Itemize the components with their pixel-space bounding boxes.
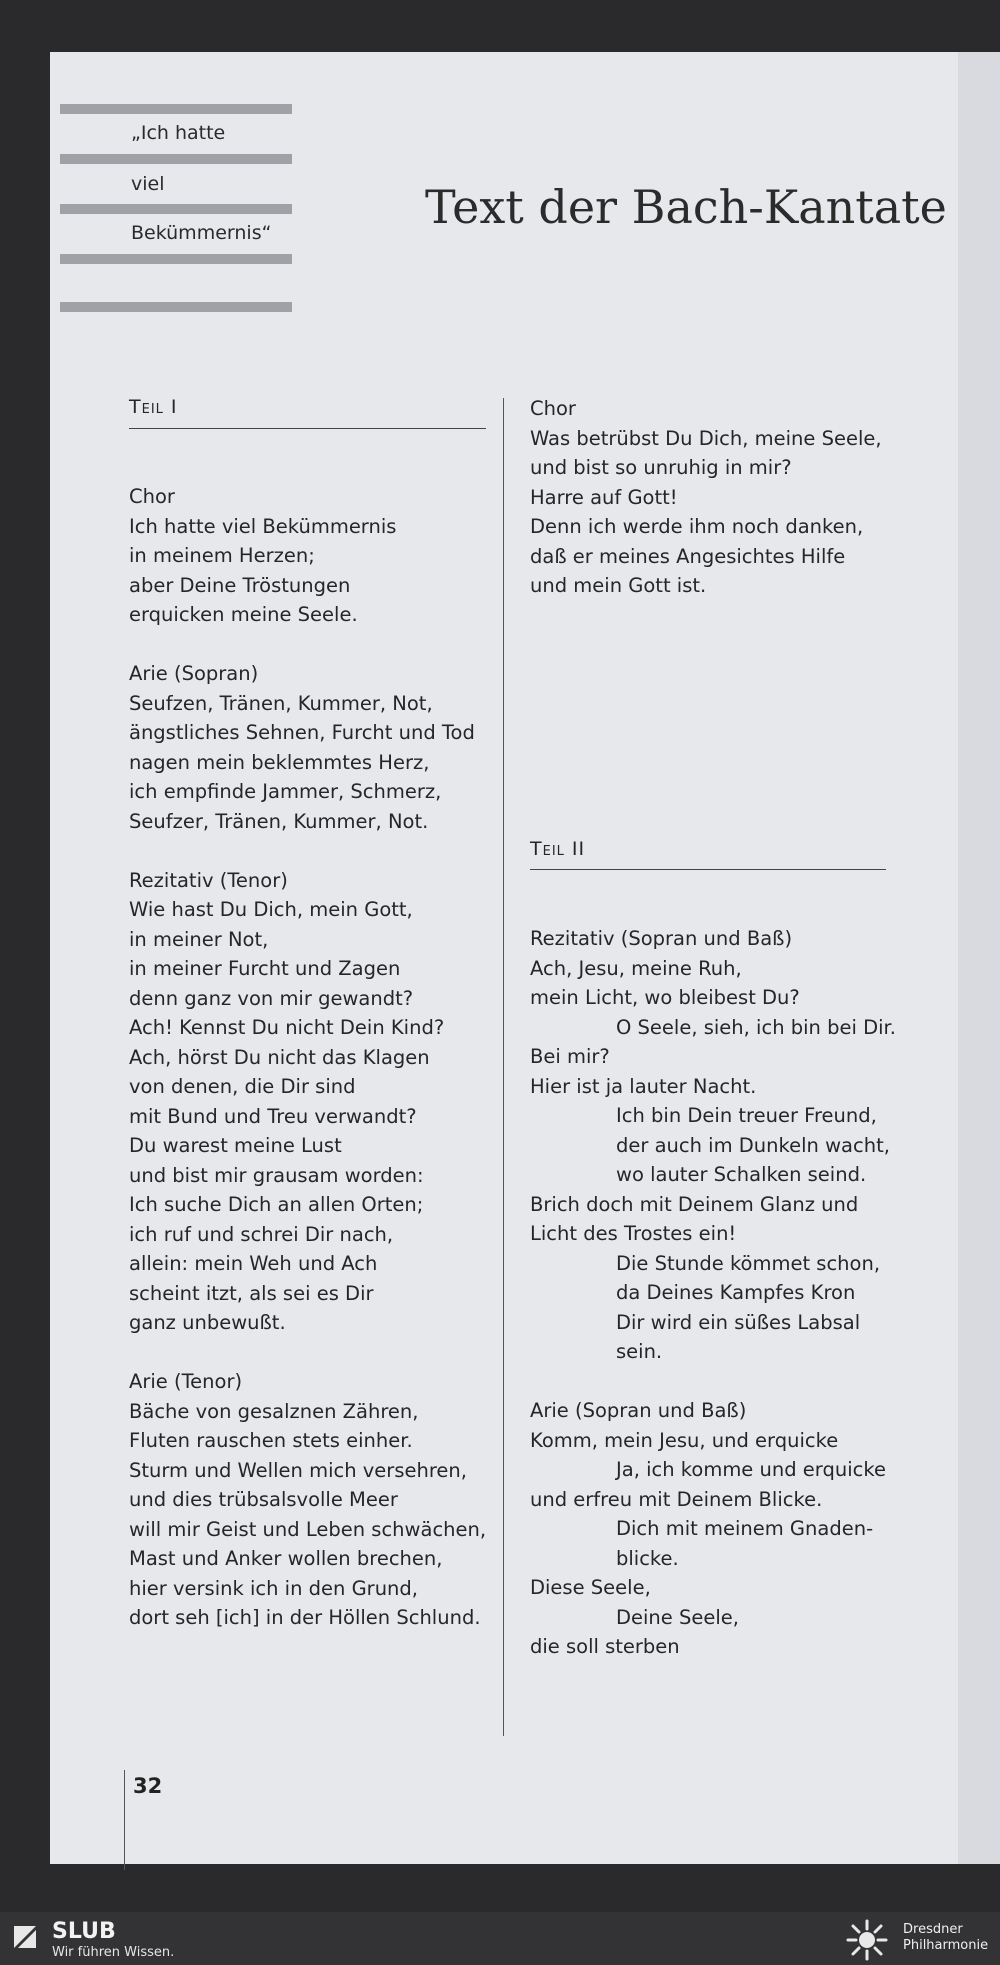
right-column [530, 924, 930, 1662]
section-heading-label: Chor [129, 485, 175, 508]
sidebar-bar [60, 104, 292, 114]
verse-line: Die Stunde kömmet schon, [616, 1251, 881, 1275]
section-heading-label: Chor [530, 397, 576, 420]
verse-line: Ja, ich komme und erquicke [616, 1458, 886, 1481]
text-section [530, 924, 930, 1367]
library-name: SLUB [52, 1919, 116, 1944]
verse-line: dort seh [ich] in der Höllen Schlund. [129, 1606, 481, 1629]
verse-line: Mast und Anker wollen brechen, [129, 1547, 443, 1570]
verse-line: Harre auf Gott! [530, 485, 678, 509]
verse-line: ich ruf und schrei Dir nach, [129, 1222, 394, 1246]
section-heading-voice: (Tenor) [213, 868, 288, 892]
verse-line: Deine Seele, [616, 1605, 739, 1629]
part-heading-right: Teil II [530, 838, 586, 860]
verse-line: Brich doch mit Deinem Glanz und [530, 1192, 859, 1216]
section-heading-voice: (Sopran) [167, 662, 259, 685]
verse-line: Hier ist ja lauter Nacht. [530, 1074, 757, 1098]
verse-line: Seufzer, Tränen, Kummer, Not. [129, 809, 429, 833]
verse-line: daß er meines Angesichtes Hilfe [530, 544, 846, 568]
page-title: Text der Bach-Kantate [425, 180, 947, 234]
section-heading-label: Arie [530, 1399, 569, 1422]
verse-line: ganz unbewußt. [129, 1311, 286, 1334]
section-heading-label: Rezitativ [530, 927, 615, 950]
part-heading-rule [530, 869, 886, 870]
slub-logo-icon [12, 1924, 38, 1950]
verse-line: in meinem Herzen; [129, 544, 315, 567]
verse-line: wo lauter Schalken seind. [616, 1163, 867, 1186]
sunburst-logo-icon [842, 1917, 892, 1963]
verse-line: Ich hatte viel Bekümmernis [129, 514, 397, 538]
section-heading [530, 924, 930, 954]
verse-line: und bist mir grausam worden: [129, 1163, 424, 1187]
text-section [129, 482, 499, 630]
verse-line: Bäche von gesalznen Zähren, [129, 1399, 419, 1423]
verse-line: und mein Gott ist. [530, 574, 707, 597]
section-heading [129, 866, 499, 896]
verse-line: Wie hast Du Dich, mein Gott, [129, 898, 413, 921]
text-section [129, 659, 499, 836]
verse-line: Denn ich werde ihm noch danken, [530, 515, 864, 538]
section-heading [530, 394, 930, 424]
sidebar-bar [60, 254, 292, 264]
verse-line: und erfreu mit Deinem Blicke. [530, 1487, 823, 1511]
verse-line: der auch im Dunkeln wacht, [616, 1133, 890, 1157]
partner-name-line: Dresdner [903, 1922, 963, 1937]
section-heading-voice: (Sopran und Baß) [614, 927, 793, 950]
sidebar-bar [60, 154, 292, 164]
partner-name-line: Philharmonie [903, 1938, 989, 1953]
sidebar-bar [60, 302, 292, 312]
text-section [129, 1367, 499, 1633]
verse-line: sein. [616, 1340, 663, 1363]
column-divider [503, 398, 504, 1736]
verse-line: allein: mein Weh und Ach [129, 1252, 378, 1275]
verse-line: denn ganz von mir gewandt? [129, 986, 414, 1010]
verse-line: von denen, die Dir sind [129, 1075, 356, 1098]
section-heading [530, 1396, 930, 1426]
section-heading [129, 1367, 499, 1397]
verse-line: Fluten rauschen stets einher. [129, 1429, 413, 1452]
section-heading-label: Arie [129, 1370, 168, 1393]
verse-line: die soll sterben [530, 1635, 680, 1658]
section-heading [129, 482, 499, 512]
verse-line: O Seele, sieh, ich bin bei Dir. [616, 1015, 896, 1039]
verse-line: Bei mir? [530, 1045, 610, 1068]
part-heading-rule [129, 428, 486, 429]
section-heading [129, 659, 499, 689]
section-heading-label: Rezitativ [129, 868, 214, 892]
page-number-rule [124, 1770, 125, 1870]
verse-line: Licht des Trostes ein! [530, 1222, 737, 1245]
sidebar-bar [60, 204, 292, 214]
verse-line: Du warest meine Lust [129, 1134, 342, 1157]
verse-line: Diese Seele, [530, 1576, 651, 1599]
right-column-top [530, 394, 930, 601]
sidebar-quote-line: viel [131, 173, 165, 195]
text-section [530, 1396, 930, 1662]
verse-line: Seufzen, Tränen, Kummer, Not, [129, 691, 433, 715]
text-section [530, 394, 930, 601]
verse-line: nagen mein beklemmtes Herz, [129, 750, 430, 774]
part-heading-left: Teil I [129, 396, 178, 418]
verse-line: Was betrübst Du Dich, meine Seele, [530, 426, 882, 450]
verse-line: hier versink ich in den Grund, [129, 1576, 418, 1600]
left-column [129, 482, 499, 1633]
verse-line: in meiner Furcht und Zagen [129, 957, 401, 980]
verse-line: Ach, hörst Du nicht das Klagen [129, 1045, 430, 1069]
verse-line: ich empfinde Jammer, Schmerz, [129, 780, 442, 803]
section-heading-voice: (Sopran und Baß) [568, 1399, 747, 1422]
verse-line: in meiner Not, [129, 927, 269, 951]
verse-line: will mir Geist und Leben schwächen, [129, 1517, 487, 1541]
verse-line: Ich bin Dein treuer Freund, [616, 1104, 877, 1127]
partner-name [903, 1922, 988, 1954]
verse-line: Ich suche Dich an allen Orten; [129, 1193, 424, 1216]
verse-line: da Deines Kampfes Kron [616, 1281, 856, 1304]
verse-line: ängstliches Sehnen, Furcht und Tod [129, 721, 475, 744]
verse-line: mein Licht, wo bleibest Du? [530, 986, 800, 1009]
verse-line: Dich mit meinem Gnaden- [616, 1517, 874, 1540]
verse-line: und dies trübsalsvolle Meer [129, 1488, 398, 1511]
verse-line: Ach, Jesu, meine Ruh, [530, 956, 742, 980]
page-number: 32 [133, 1774, 163, 1798]
section-heading-voice: (Tenor) [167, 1370, 243, 1393]
verse-line: Ach! Kennst Du nicht Dein Kind? [129, 1016, 445, 1039]
sidebar-quote-line: Bekümmernis“ [131, 222, 272, 244]
sidebar-quote-line: „Ich hatte [131, 122, 226, 144]
section-heading-label: Arie [129, 662, 168, 685]
library-tagline: Wir führen Wissen. [52, 1945, 175, 1960]
verse-line: Dir wird ein süßes Labsal [616, 1310, 861, 1334]
adjacent-page-edge [958, 52, 1000, 1864]
verse-line: und bist so unruhig in mir? [530, 456, 792, 479]
verse-line: erquicken meine Seele. [129, 603, 358, 626]
text-section [129, 866, 499, 1338]
verse-line: mit Bund und Treu verwandt? [129, 1104, 417, 1128]
verse-line: blicke. [616, 1546, 679, 1570]
verse-line: scheint itzt, als sei es Dir [129, 1281, 374, 1305]
verse-line: aber Deine Tröstungen [129, 573, 351, 597]
verse-line: Komm, mein Jesu, und erquicke [530, 1428, 839, 1452]
verse-line: Sturm und Wellen mich versehren, [129, 1458, 467, 1482]
